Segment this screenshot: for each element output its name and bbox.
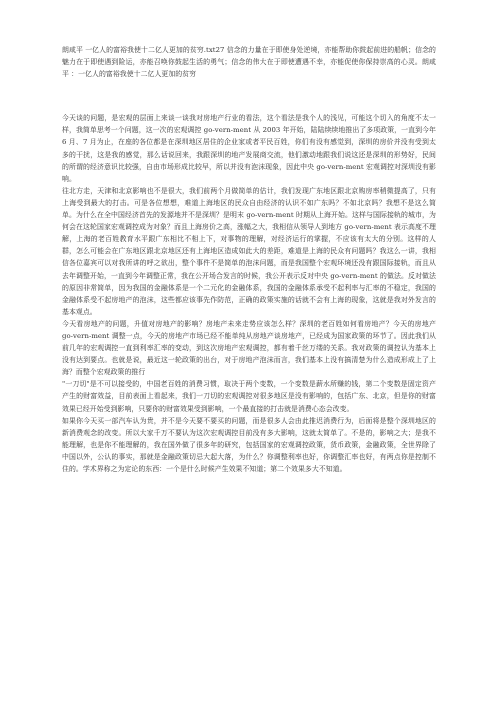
document-page <box>62 44 436 475</box>
paragraph: 今天谈的问题，是宏观的层面上来谈一谈我对房地产行业的看法，这个看法是我个人的浅见，可能这个切入的角度不太一样，我简单思考一个问题，这一次的宏观调控 go-vern-ment 从 2003 年开始，陆陆续续地推出了多项政策，一直到今年 6 月、7 月为止，在座的各位都是在深圳地区居住的企业家或者平民百姓，你们有没有感觉到，深圳的房价并没有受到太多的干扰，这是我的感觉，那么话说回来，我跟深圳的地产发展商交流，他们激动地跟我们说这还是深圳的形势好，民间的所谓的经济意识比较强，自由市场形成比较早，所以并没有泡沫现象，因此中央 go-vern-ment 宏观调控对深圳没有影响。 <box>62 114 436 183</box>
intro-paragraph: 朗咸平 一亿人的富裕我使十二亿人更加的贫穷.txt27 信念的力量在于即使身处逆境，亦能帮助你鼓起前进的船帆；信念的魅力在于即使遇到险运，亦能召唤你鼓起生活的勇气；信念的伟大在于即使遭遇不幸，亦能促使你保持崇高的心灵。朗咸平 ：一亿人的富裕我使十二亿人更加的贫穷 <box>62 46 436 79</box>
paragraph: "一刀切"是不可以接受的，中国老百姓的消费习惯，取决于两个变数，一个变数是薪水所赚的钱，第二个变数是固定资产产生的财富效益，目前表面上看起来，我们一刀切的宏观调控对很多地区是没有影响的，包括广东、北京，但是你的财富效果已经开始受到影响，只要你的财富效果受到影响，一个最直接的打击就是消费心态会改变。 <box>62 380 436 413</box>
article-body <box>62 112 436 475</box>
paragraph: 往北方走，天津和北京影响也不是很大，我们前两个月做简单的估计，我们发现广东地区跟北京购房率稍微提高了，只有上海受到最大的打击。可是各位想想，难道上海地区的民众自由经济的认识不如广东吗？不如北京吗？我想不是这么简单。为什么在全中国经济首先的发源地并不是深圳？是明末 go-vern-ment 时期从上海开始。这样与国际接轨的城市，为何会在这轮国家宏观调控成为对象？而且上海房价之高，涨幅之大，我相信从领导人到地方 go-vern-ment 表示高度不理解，上海的老百姓教育水平跟广东相比不相上下，对事物的理解，对经济运行的掌握，不应该有太大的分别。这样的人群，怎么可能会在广东地区跟北京地区还有上海地区造成如此大的差距，难道是上海的民众有问题吗？我这么一讲，我相信各位嘉宾可以对我所讲的呼之欲出，整个事件不是简单的泡沫问题，而是我国整个宏观环境还没有跟国际接轨，而且从去年调整开始，一直到今年调整正常，我在公开场合发言的时候，我公开表示反对中央 go-vern-ment 的做法。反对做法的原因非常简单，因为我国的金融体系是一个二元化的金融体系，我国的金融体系承受不起利率与汇率的不稳定，我国的金融体系受不起房地产的泡沫，这些都应该事先作防范，正确的政策实施的话就不会有上海的现象，这就是我对外发言的基本观点。 <box>62 186 436 316</box>
paragraph: 如果你今天买一部汽车认为贵，并不是今天要不要买的问题，而是很多人会由此推迟消费行为，后面将是整个深圳地区的新消费观念的改变。所以大家千万不要认为这次宏观调控目前没有多大影响，这就太简单了。不是的，影响之大；是我不能理解，也是你不能理解的，我在国外做了很多年的研究，包括国家的宏观调控政策，货币政策，金融政策，全世界除了中国以外，公认的事实，那就是金融政策切忌大起大落，为什么？你调整利率也好，你调整汇率也好，有两点你是控制不住的。学术界称之为定论的东西：一个是什么时候产生效果不知道；第二个效果多大不知道。 <box>62 416 436 473</box>
paragraph: 今天看房地产的问题，升值对房地产的影响？房地产未来走势应该怎么样？深圳的老百姓如何看房地产？今天的房地产 go-vern-ment 调整一点，今天的房地产市场已经不能单纯从房地产谈房地产，已经成为国家政策的环节了。因此我们从前几年的宏观调控一直到利率汇率的变动，到这次房地产宏观调控，都有着千丝万缕的关系。我对政策的调控认为基本上没有达到要点。也就是说，最近这一轮政策的出台，对于房地产泡沫而言，我们基本上没有搞清楚为什么造成形成上了上海？而整个宏观政策的推行 <box>62 319 436 377</box>
